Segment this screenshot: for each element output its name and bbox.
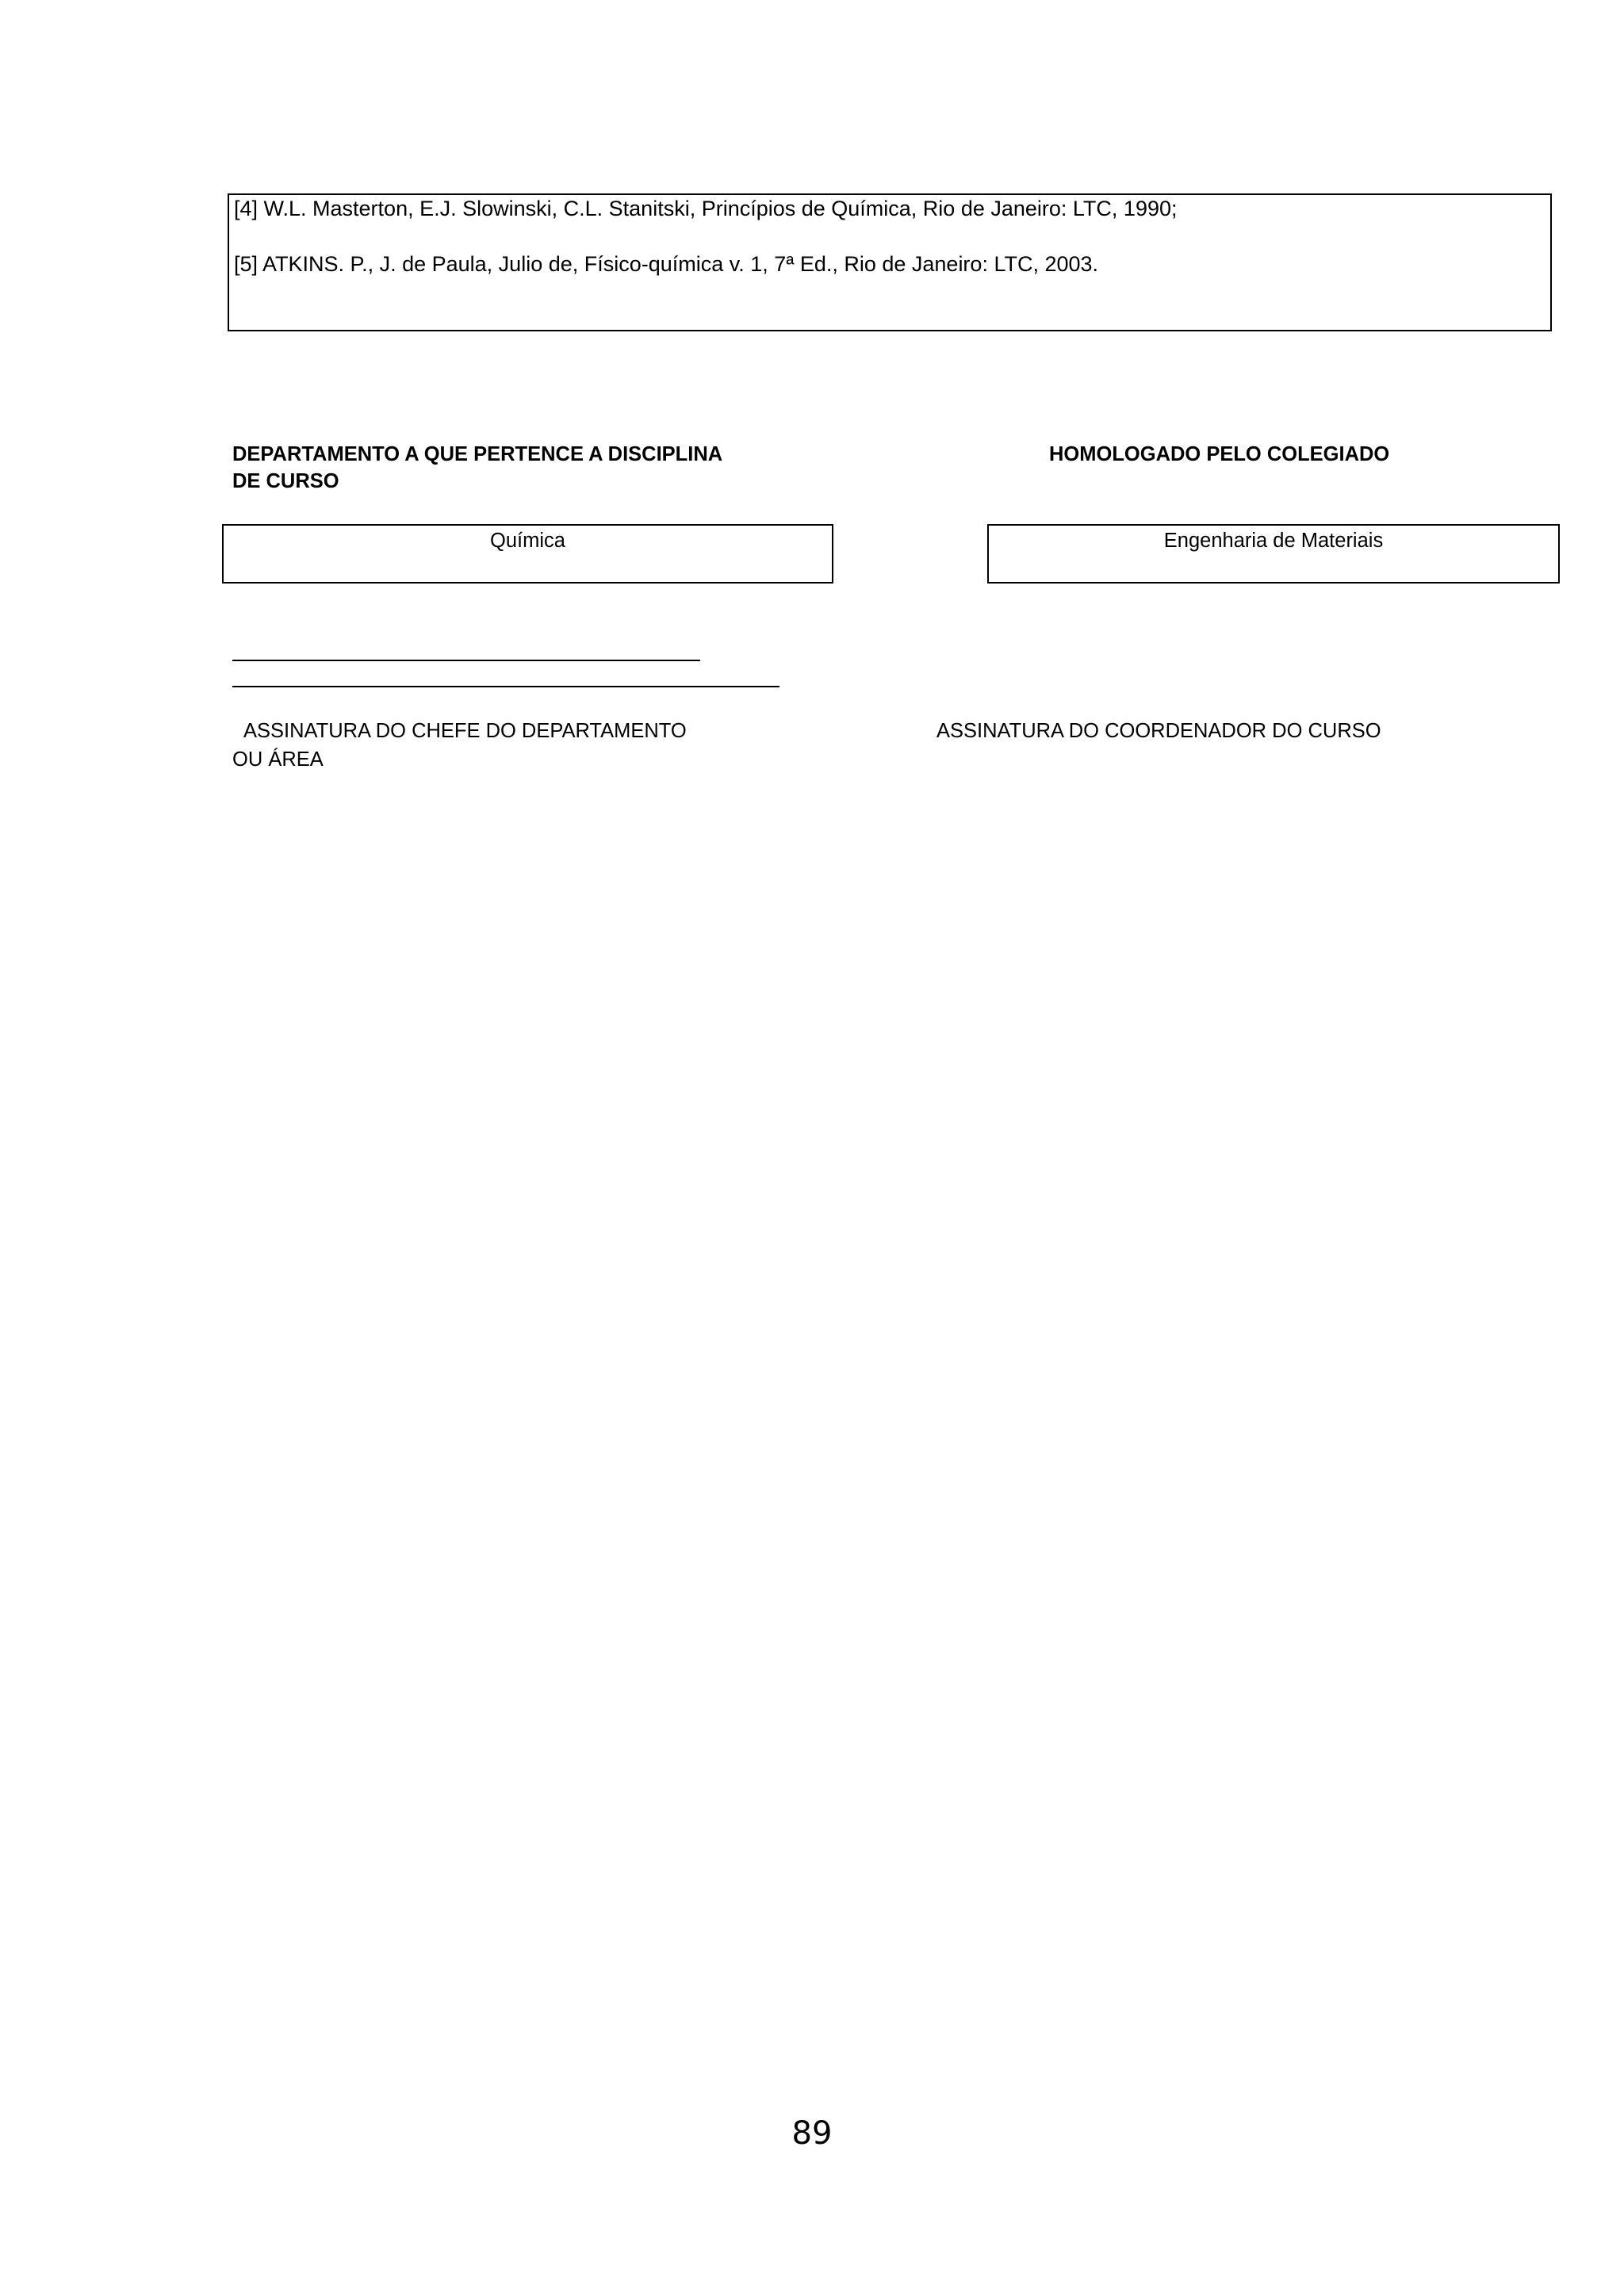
signature-line-chefe [232,660,700,661]
chefe-signature-label-line2: OU ÁREA [232,748,324,771]
homologation-heading: HOMOLOGADO PELO COLEGIADO [1049,443,1390,465]
reference-4: [4] W.L. Masterton, E.J. Slowinski, C.L. Stanitski, Princípios de Química, Rio de Janeiro: LTC, 1990; [234,197,1178,220]
homologation-value: Engenharia de Materiais [1163,530,1384,552]
department-value: Química [490,530,565,552]
chefe-signature-label [232,717,740,774]
coordenador-signature-label: ASSINATURA DO COORDENADOR DO CURSO [936,720,1381,742]
page-number: 89 [791,2115,833,2152]
reference-5: [5] ATKINS. P., J. de Paula, Julio de, Físico-química v. 1, 7ª Ed., Rio de Janeiro: LTC, 2003. [234,252,1099,276]
chefe-signature-label-line1: ASSINATURA DO CHEFE DO DEPARTAMENTO [243,720,687,742]
department-heading-line1: DEPARTAMENTO A QUE PERTENCE A DISCIPLINA [232,443,723,465]
homologation-value-box [987,524,1560,584]
department-value-box [222,524,833,584]
department-heading [232,441,803,495]
references-box [228,193,1552,331]
department-heading-line2: DE CURSO [232,470,339,492]
signature-line-coordenador [232,686,779,687]
